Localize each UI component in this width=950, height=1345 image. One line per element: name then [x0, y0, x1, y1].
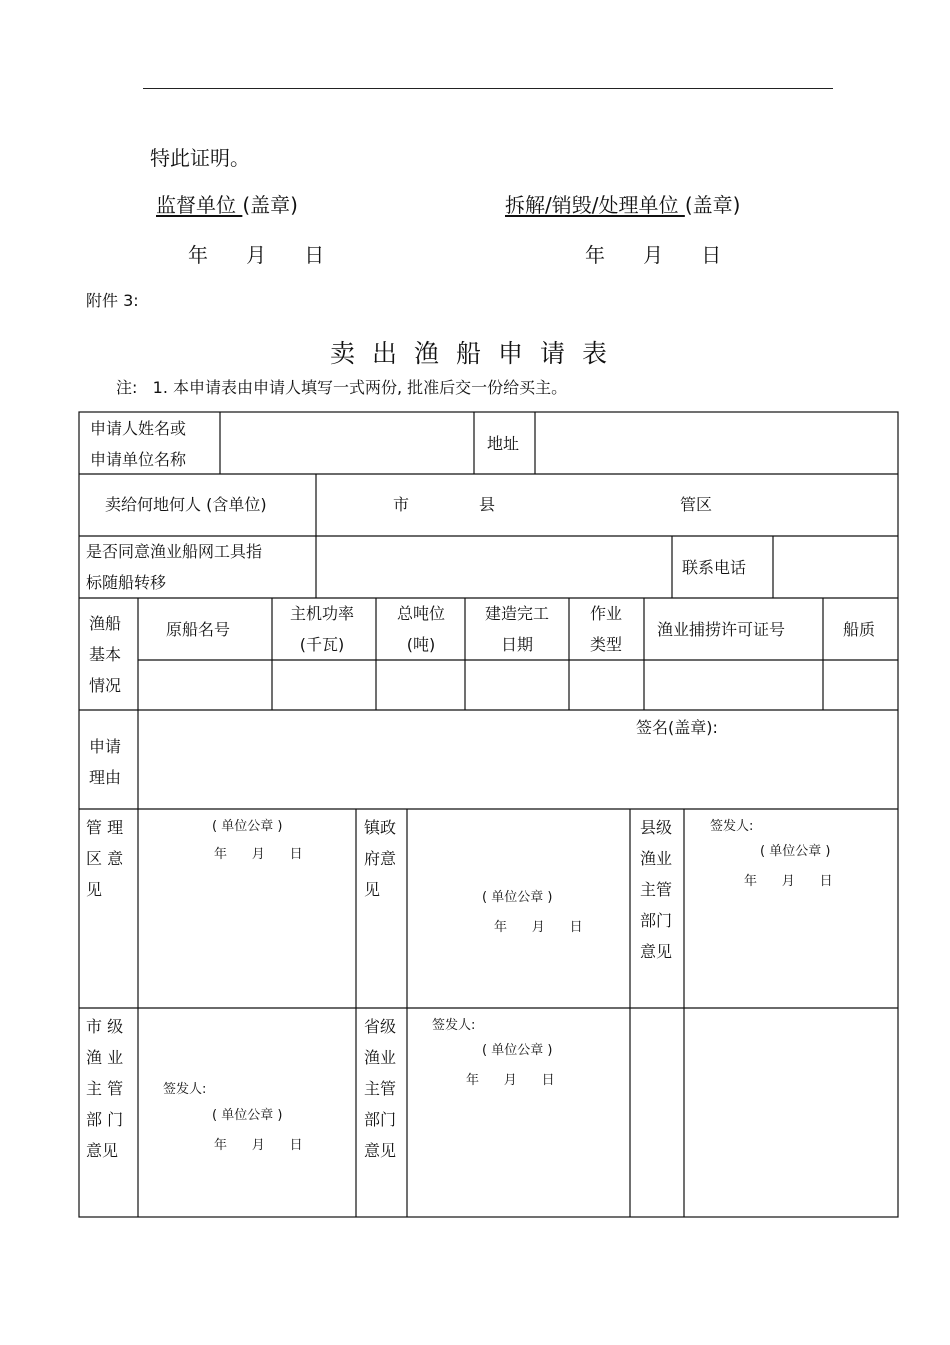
town-opinion-label [364, 812, 396, 905]
phone-label: 联系电话 [682, 558, 747, 577]
prov-unit-seal: ( 单位公章 ) [482, 1043, 553, 1058]
prov-date: 年 月 日 [466, 1073, 555, 1088]
col-engine-power [286, 598, 358, 660]
supervisor-seal: (盖章) [242, 193, 298, 217]
prov-dept-line3: 主管 [364, 1079, 397, 1098]
county-dept-line1: 县级 [640, 818, 673, 837]
town-line2: 府意 [364, 849, 397, 868]
city-date: 年 月 日 [214, 1138, 303, 1153]
disposal-label [505, 189, 740, 218]
applicant-label-line1: 申请人姓名或 [90, 419, 187, 438]
prov-dept-line5: 意见 [364, 1141, 397, 1160]
city-unit-seal: ( 单位公章 ) [212, 1108, 283, 1123]
city-dept-line5: 意见 [86, 1141, 119, 1160]
sign-seal-label: 签名(盖章): [636, 718, 718, 737]
county-dept-line4: 部门 [640, 911, 673, 930]
col-type-line1: 作业 [589, 604, 622, 623]
basic-line3: 情况 [89, 676, 122, 695]
town-line1: 镇政 [364, 818, 397, 837]
city-dept-opinion-label [86, 1011, 123, 1166]
address-label: 地址 [487, 434, 520, 453]
city-dept-line3: 主 管 [86, 1079, 124, 1098]
mgmt-unit-seal: ( 单位公章 ) [212, 819, 283, 834]
form-note: 注: 1. 本申请表由申请人填写一式两份, 批准后交一份给买主。 [116, 378, 568, 397]
prov-issuer: 签发人: [432, 1018, 476, 1033]
col-build-line1: 建造完工 [484, 604, 549, 623]
certify-text: 特此证明。 [150, 146, 250, 170]
basic-line1: 渔船 [89, 614, 122, 633]
district-label: 管区 [680, 495, 713, 514]
date-right: 年 月 日 [585, 243, 722, 267]
col-power-line2: (千瓦) [299, 635, 345, 654]
basic-info-label [89, 608, 121, 701]
reason-line2: 理由 [89, 768, 122, 787]
basic-line2: 基本 [89, 645, 122, 664]
col-ton-line1: 总吨位 [396, 604, 445, 623]
col-type-line2: 类型 [589, 635, 622, 654]
city-dept-line4: 部 门 [86, 1110, 124, 1129]
applicant-label-line2: 申请单位名称 [90, 450, 187, 469]
prov-dept-line4: 部门 [364, 1110, 397, 1129]
prov-dept-line2: 渔业 [364, 1048, 397, 1067]
col-ton-line2: (吨) [406, 635, 436, 654]
county-label: 县 [479, 495, 496, 514]
agree-transfer-label [86, 536, 262, 598]
county-dept-opinion-label [640, 812, 672, 967]
agree-line2: 标随船转移 [86, 573, 167, 592]
city-dept-line2: 渔 业 [86, 1048, 124, 1067]
mgmt-line2: 区 意 [86, 849, 124, 868]
col-build-line2: 日期 [500, 635, 533, 654]
applicant-label [90, 413, 186, 475]
col-build-date [478, 598, 556, 660]
supervisor-label [156, 189, 298, 218]
county-dept-line3: 主管 [640, 880, 673, 899]
town-date: 年 月 日 [494, 920, 583, 935]
city-issuer: 签发人: [163, 1082, 207, 1097]
prov-dept-opinion-label [364, 1011, 396, 1166]
town-unit-seal: ( 单位公章 ) [482, 890, 553, 905]
top-rule [143, 88, 833, 89]
town-line3: 见 [364, 880, 381, 899]
mgmt-opinion-label [86, 812, 123, 905]
mgmt-line3: 见 [86, 880, 103, 899]
reason-line1: 申请 [89, 737, 122, 756]
col-license: 渔业捕捞许可证号 [657, 620, 786, 639]
mgmt-date: 年 月 日 [214, 847, 303, 862]
col-power-line1: 主机功率 [289, 604, 354, 623]
col-ship-name: 原船名号 [166, 620, 231, 639]
city-dept-line1: 市 级 [86, 1017, 124, 1036]
attachment-label: 附件 3: [86, 291, 139, 310]
county-date: 年 月 日 [744, 874, 833, 889]
disposal-seal: (盖章) [684, 193, 741, 217]
reason-label [89, 731, 121, 793]
prov-dept-line1: 省级 [364, 1017, 397, 1036]
county-unit-seal: ( 单位公章 ) [760, 844, 831, 859]
supervisor-unit: 监督单位 [156, 193, 243, 217]
mgmt-line1: 管 理 [86, 818, 124, 837]
city-label: 市 [393, 495, 410, 514]
col-material: 船质 [843, 620, 876, 639]
county-issuer: 签发人: [710, 819, 754, 834]
county-dept-line2: 渔业 [640, 849, 673, 868]
date-left: 年 月 日 [188, 243, 325, 267]
disposal-unit: 拆解/销毁/处理单位 [505, 193, 685, 217]
sell-to-label: 卖给何地何人 (含单位) [105, 495, 267, 514]
form-title: 卖出渔船申请表 [330, 339, 625, 368]
col-tonnage [386, 598, 456, 660]
county-dept-line5: 意见 [640, 942, 673, 961]
agree-line1: 是否同意渔业船网工具指 [86, 542, 263, 561]
col-work-type [580, 598, 632, 660]
